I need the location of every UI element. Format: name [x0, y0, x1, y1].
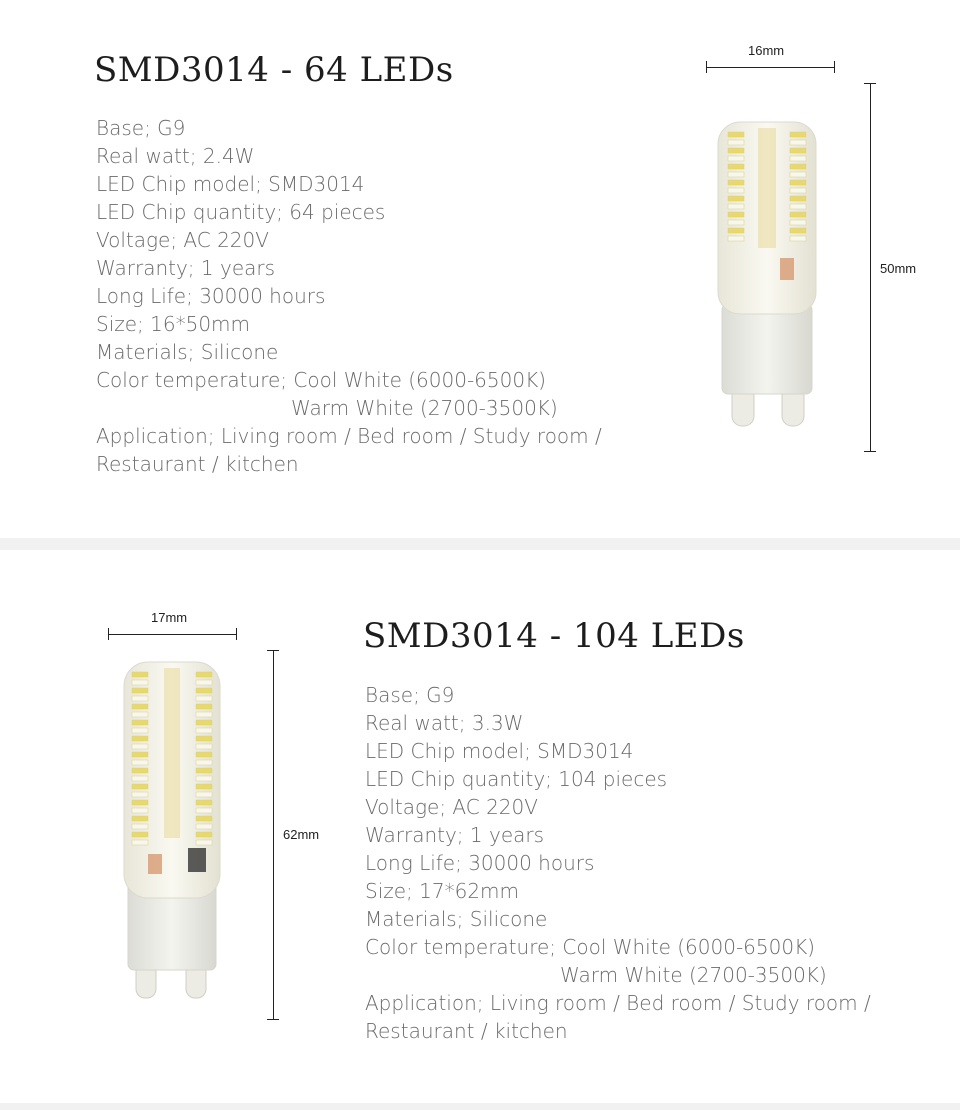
spec-size: Size; 16*50mm — [96, 312, 251, 336]
led-chip — [790, 228, 806, 233]
height-dimension-tick-top — [864, 83, 876, 84]
section-divider — [0, 538, 960, 550]
spec-real-watt: Real watt; 2.4W — [96, 144, 255, 168]
spec-long-life: Long Life; 30000 hours — [96, 284, 326, 308]
spec-base: Base; G9 — [96, 116, 186, 140]
height-dimension-line — [870, 83, 871, 452]
led-chip — [196, 816, 212, 821]
spec-size: Size; 17*62mm — [365, 879, 520, 903]
led-chip — [132, 752, 148, 757]
led-chip — [790, 220, 806, 225]
led-chip — [790, 236, 806, 241]
led-chip — [132, 840, 148, 845]
g9-bulb-64-image — [714, 118, 820, 428]
led-chip — [196, 704, 212, 709]
product-title: SMD3014 - 104 LEDs — [363, 616, 745, 656]
led-chip — [132, 768, 148, 773]
spec-application-cont: Restaurant / kitchen — [365, 1019, 568, 1043]
led-chip — [196, 720, 212, 725]
width-dimension-tick-right — [834, 61, 835, 73]
led-chip — [196, 800, 212, 805]
spec-warranty: Warranty; 1 years — [96, 256, 276, 280]
width-dimension-label: 17mm — [151, 610, 188, 625]
led-chip — [132, 688, 148, 693]
led-chip — [790, 204, 806, 209]
led-chip — [790, 132, 806, 137]
led-chip — [132, 720, 148, 725]
product-section-104-leds — [0, 550, 960, 1103]
led-chip — [132, 792, 148, 797]
width-dimension-line — [108, 634, 237, 635]
product-title: SMD3014 - 64 LEDs — [94, 50, 454, 90]
led-chip — [196, 808, 212, 813]
led-chip — [132, 672, 148, 677]
led-chip — [790, 148, 806, 153]
height-dimension-label: 50mm — [880, 261, 917, 276]
led-chip — [728, 172, 744, 177]
led-chip — [132, 784, 148, 789]
led-chip — [132, 800, 148, 805]
width-dimension-tick-right — [236, 628, 237, 640]
led-chip — [790, 196, 806, 201]
led-chip — [790, 212, 806, 217]
led-chip — [196, 712, 212, 717]
led-chip — [196, 832, 212, 837]
spec-voltage: Voltage; AC 220V — [365, 795, 538, 819]
height-dimension-line — [273, 650, 274, 1020]
height-dimension-label: 62mm — [283, 827, 320, 842]
spec-chip-quantity: LED Chip quantity; 64 pieces — [96, 200, 386, 224]
spec-materials: Materials; Silicone — [365, 907, 548, 931]
led-chip — [196, 768, 212, 773]
spec-application: Application; Living room / Bed room / Study room / — [96, 424, 602, 448]
led-chip — [196, 728, 212, 733]
led-chip — [132, 712, 148, 717]
led-chip — [196, 840, 212, 845]
led-chip — [196, 736, 212, 741]
spec-chip-model: LED Chip model; SMD3014 — [365, 739, 634, 763]
spec-real-watt: Real watt; 3.3W — [365, 711, 524, 735]
led-chip — [196, 744, 212, 749]
led-chip — [728, 236, 744, 241]
led-chip — [132, 816, 148, 821]
spec-color-temperature-warm: Warm White (2700-3500K) — [291, 396, 558, 420]
led-chip — [728, 180, 744, 185]
led-chip — [790, 180, 806, 185]
led-chip — [132, 760, 148, 765]
width-dimension-tick-left — [706, 61, 707, 73]
led-chip — [132, 680, 148, 685]
product-section-64-leds — [0, 0, 960, 538]
spec-materials: Materials; Silicone — [96, 340, 279, 364]
led-chip — [728, 132, 744, 137]
spec-color-temperature-warm: Warm White (2700-3500K) — [560, 963, 827, 987]
led-chip — [728, 188, 744, 193]
led-chip — [790, 172, 806, 177]
led-chip — [196, 792, 212, 797]
height-dimension-tick-bottom — [864, 451, 876, 452]
width-dimension-line — [706, 67, 835, 68]
led-chip — [728, 164, 744, 169]
led-chip — [132, 824, 148, 829]
spec-long-life: Long Life; 30000 hours — [365, 851, 595, 875]
spec-color-temperature: Color temperature; Cool White (6000-6500K) — [365, 935, 815, 959]
led-chip — [196, 760, 212, 765]
led-chip — [132, 696, 148, 701]
led-chip — [132, 832, 148, 837]
led-chip — [196, 824, 212, 829]
led-chip — [728, 140, 744, 145]
spec-color-temperature: Color temperature; Cool White (6000-6500K) — [96, 368, 546, 392]
led-chip — [196, 776, 212, 781]
spec-chip-model: LED Chip model; SMD3014 — [96, 172, 365, 196]
led-chip — [728, 212, 744, 217]
led-chip — [196, 688, 212, 693]
led-chip — [728, 156, 744, 161]
spec-list — [365, 681, 871, 1045]
led-chip — [132, 704, 148, 709]
led-chip — [728, 228, 744, 233]
height-dimension-tick-top — [267, 650, 279, 651]
led-chip — [728, 196, 744, 201]
spec-application-cont: Restaurant / kitchen — [96, 452, 299, 476]
section-divider — [0, 1103, 960, 1110]
led-chip — [196, 680, 212, 685]
led-chip — [132, 808, 148, 813]
spec-base: Base; G9 — [365, 683, 455, 707]
led-chip — [728, 204, 744, 209]
spec-chip-quantity: LED Chip quantity; 104 pieces — [365, 767, 668, 791]
spec-warranty: Warranty; 1 years — [365, 823, 545, 847]
width-dimension-tick-left — [108, 628, 109, 640]
led-chip — [196, 672, 212, 677]
led-chip — [132, 776, 148, 781]
g9-bulb-104-image — [122, 658, 224, 1000]
spec-voltage: Voltage; AC 220V — [96, 228, 269, 252]
led-chip — [196, 784, 212, 789]
led-chip — [196, 696, 212, 701]
height-dimension-tick-bottom — [267, 1019, 279, 1020]
led-chip — [132, 728, 148, 733]
led-chip — [196, 752, 212, 757]
width-dimension-label: 16mm — [748, 43, 785, 58]
led-chip — [132, 744, 148, 749]
led-chip — [790, 164, 806, 169]
led-chip — [790, 140, 806, 145]
spec-list — [96, 114, 602, 478]
spec-application: Application; Living room / Bed room / Study room / — [365, 991, 871, 1015]
led-chip — [132, 736, 148, 741]
led-chip — [790, 156, 806, 161]
led-chip — [728, 220, 744, 225]
led-chip — [790, 188, 806, 193]
led-chip — [728, 148, 744, 153]
